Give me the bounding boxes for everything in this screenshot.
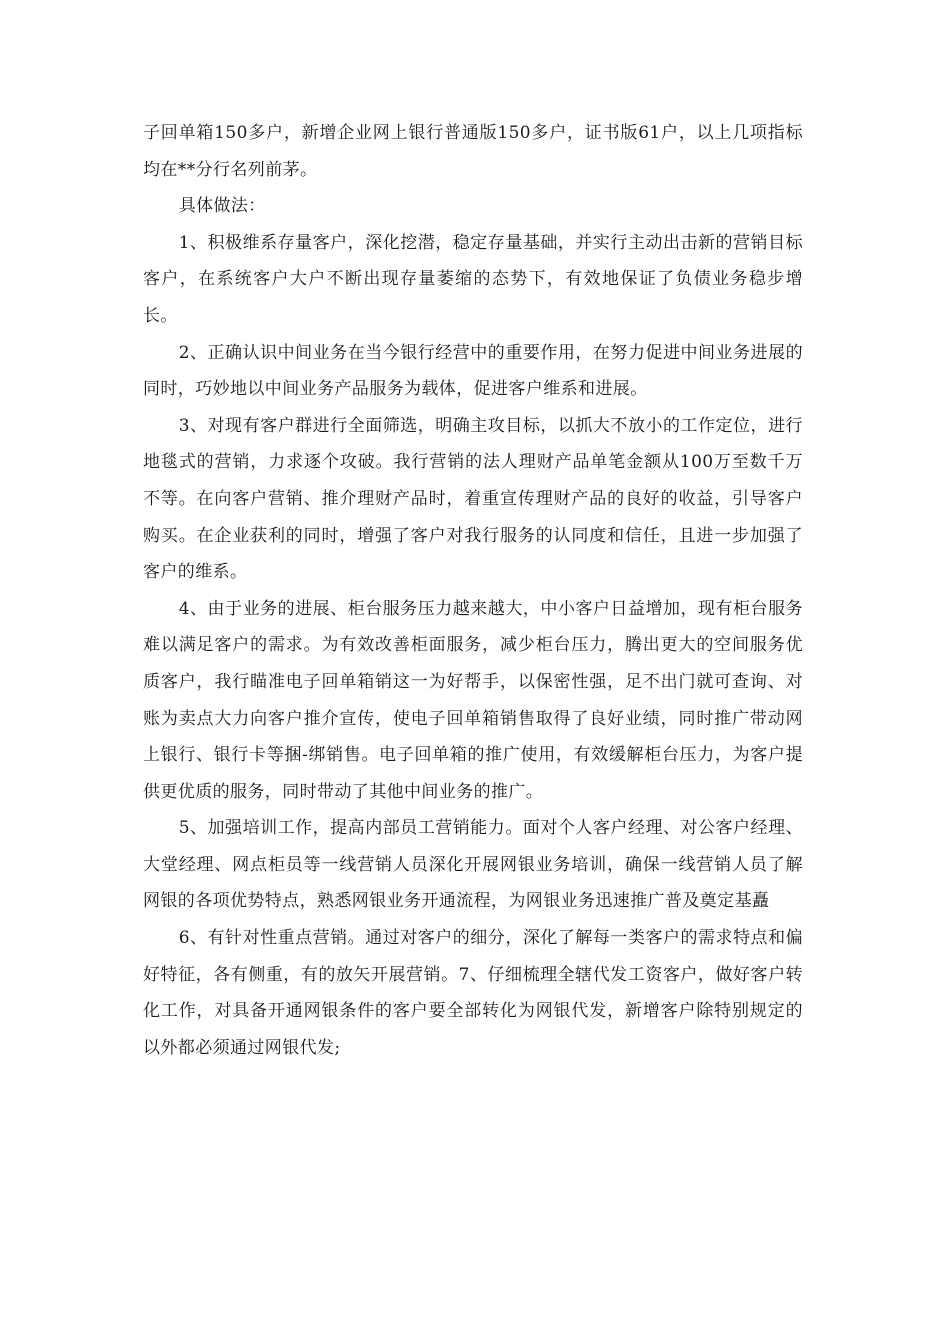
paragraph-item-2: 2、正确认识中间业务在当今银行经营中的重要作用，在努力促进中间业务进展的同时，巧妙地以中间业务产品服务为载体，促进客户维系和进展。 (143, 342, 803, 400)
paragraph-item-3: 3、对现有客户群进行全面筛选，明确主攻目标，以抓大不放小的工作定位，进行地毯式的营销，力求逐个攻破。我行营销的法人理财产品单笔金额从100万至数千万不等。在向客户营销、推介理财产品时，着重宣传理财产品的良好的收益，引导客户购买。在企业获利的同时，增强了客户对我行服务的认同度和信任，且进一步加强了客户的维系。 (143, 415, 803, 583)
document-body (143, 115, 803, 1066)
paragraph-continuation: 子回单箱150多户，新增企业网上银行普通版150多户，证书版61户，以上几项指标均在**分行名列前茅。 (143, 123, 803, 180)
paragraph-item-1: 1、积极维系存量客户，深化挖潜，稳定存量基础，并实行主动出击新的营销目标客户，在系统客户大户不断出现存量萎缩的态势下，有效地保证了负债业务稳步增长。 (143, 232, 803, 326)
paragraph-item-5: 5、加强培训工作，提高内部员工营销能力。面对个人客户经理、对公客户经理、大堂经理、网点柜员等一线营销人员深化开展网银业务培训，确保一线营销人员了解网银的各项优势特点，熟悉网银业务开通流程，为网银业务迅速推广普及奠定基矗 (143, 818, 803, 912)
paragraph-item-6: 6、有针对性重点营销。通过对客户的细分，深化了解每一类客户的需求特点和偏好特征，各有侧重，有的放矢开展营销。7、仔细梳理全辖代发工资客户，做好客户转化工作，对具备开通网银条件的客户要全部转化为网银代发，新增客户除特别规定的以外都必须通过网银代发; (143, 928, 803, 1058)
paragraph-heading-methods: 具体做法： (178, 196, 266, 217)
paragraph-item-4: 4、由于业务的进展、柜台服务压力越来越大，中小客户日益增加，现有柜台服务难以满足客户的需求。为有效改善柜面服务，减少柜台压力，腾出更大的空间服务优质客户，我行瞄准电子回单箱销这一为好帮手，以保密性强，足不出门就可查询、对账为卖点大力向客户推介宣传，使电子回单箱销售取得了良好业绩，同时推广带动网上银行、银行卡等捆-绑销售。电子回单箱的推广使用，有效缓解柜台压力，为客户提供更优质的服务，同时带动了其他中间业务的推广。 (143, 598, 803, 802)
